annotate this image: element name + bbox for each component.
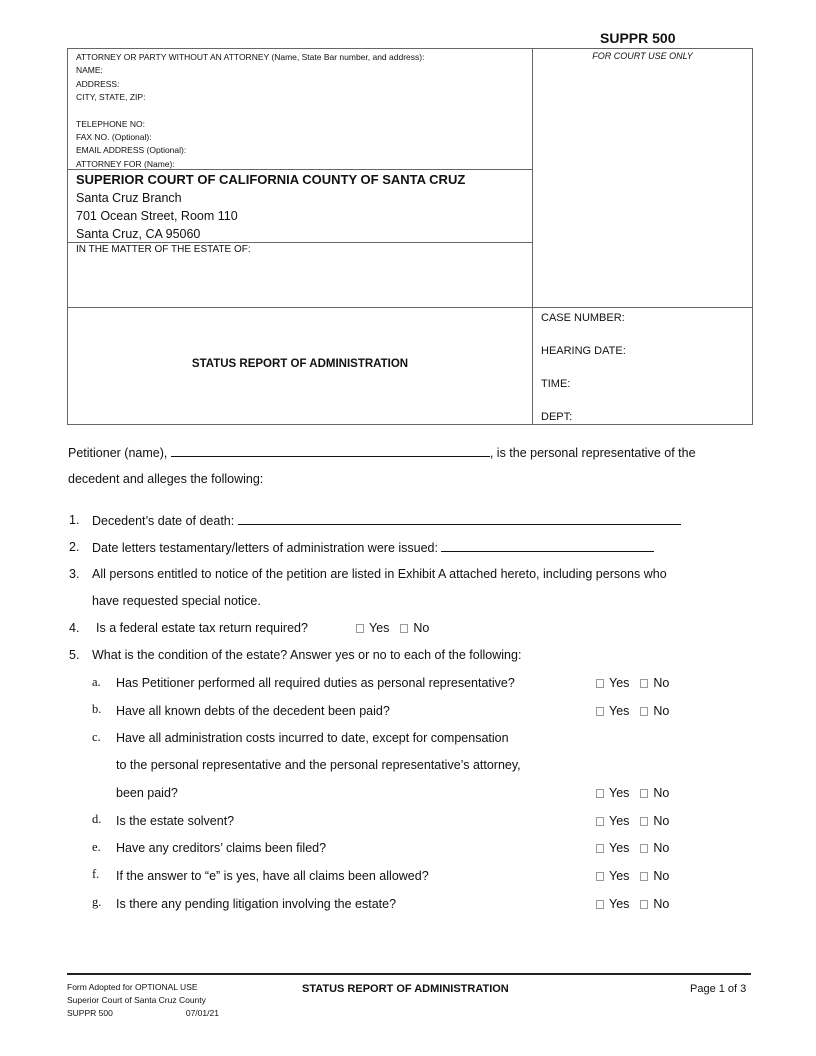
item-3-text: All persons entitled to notice of the petition are listed in Exhibit A attached hereto, including persons who — [92, 567, 667, 581]
intro-line — [68, 445, 696, 460]
item-3-number: 3. — [69, 567, 80, 581]
sub-a-no-label: No — [653, 676, 670, 690]
attorney-name-label: NAME: — [76, 65, 103, 76]
item-4-options — [356, 621, 429, 635]
sub-f-no-label: No — [653, 869, 670, 883]
sub-b-no-label: No — [653, 704, 670, 718]
item-5-text: What is the condition of the estate? Answer yes or no to each of the following: — [92, 648, 522, 662]
sub-d-no-label: No — [653, 814, 670, 828]
intro-prefix: Petitioner (name), — [68, 446, 168, 460]
footer-court: Superior Court of Santa Cruz County — [67, 995, 206, 1005]
sub-b-text: Have all known debts of the decedent been paid? — [116, 704, 390, 718]
attorney-email-label: EMAIL ADDRESS (Optional): — [76, 145, 187, 156]
hearing-date-label: HEARING DATE: — [541, 345, 626, 357]
footer-left — [67, 981, 219, 1020]
sub-a-text: Has Petitioner performed all required duties as personal representative? — [116, 676, 515, 690]
case-number-label: CASE NUMBER: — [541, 312, 625, 324]
sub-b-letter: b. — [92, 702, 102, 716]
sub-b-yes-checkbox[interactable] — [596, 707, 604, 716]
item-4-no-checkbox[interactable] — [400, 624, 408, 633]
sub-c-yes-checkbox[interactable] — [596, 789, 604, 798]
sub-a-no-checkbox[interactable] — [640, 679, 648, 688]
footer-date: 07/01/21 — [185, 1008, 219, 1018]
court-street: 701 Ocean Street, Room 110 — [76, 209, 238, 223]
item-2 — [92, 540, 654, 555]
item-4-text: Is a federal estate tax return required? — [96, 621, 308, 635]
sub-b-yes-label: Yes — [609, 704, 630, 718]
sub-d-letter: d. — [92, 812, 102, 826]
sub-e-text: Have any creditors’ claims been filed? — [116, 841, 327, 855]
sub-f-text: If the answer to “e” is yes, have all claims been allowed? — [116, 869, 429, 883]
sub-f-letter: f. — [92, 867, 100, 881]
item-1-number: 1. — [69, 513, 80, 527]
sub-e-options — [596, 841, 669, 855]
item-2-text: Date letters testamentary/letters of administration were issued: — [92, 541, 438, 555]
sub-d-yes-checkbox[interactable] — [596, 817, 604, 826]
footer-code-row — [67, 1007, 219, 1020]
attorney-telephone-label: TELEPHONE NO: — [76, 118, 145, 129]
sub-c-text: Have all administration costs incurred to date, except for compensation — [116, 731, 509, 745]
sub-a-yes-checkbox[interactable] — [596, 679, 604, 688]
sub-g-yes-label: Yes — [609, 897, 630, 911]
time-label: TIME: — [541, 378, 571, 390]
sub-e-yes-label: Yes — [609, 841, 630, 855]
sub-f-options — [596, 869, 669, 883]
form-title: STATUS REPORT OF ADMINISTRATION — [191, 358, 409, 370]
sub-e-yes-checkbox[interactable] — [596, 844, 604, 853]
item-3-text-line2: have requested special notice. — [92, 594, 261, 608]
intro-line2: decedent and alleges the following: — [68, 472, 264, 486]
sub-a-yes-label: Yes — [609, 676, 630, 690]
header-table — [67, 48, 753, 308]
date-of-death-blank[interactable] — [238, 513, 681, 525]
item-4-yes-label: Yes — [369, 621, 390, 635]
footer-title: STATUS REPORT OF ADMINISTRATION — [302, 983, 509, 995]
sub-f-yes-checkbox[interactable] — [596, 872, 604, 881]
sub-d-yes-label: Yes — [609, 814, 630, 828]
court-name: SUPERIOR COURT OF CALIFORNIA COUNTY OF SANTA CRUZ — [76, 172, 466, 187]
attorney-fax-label: FAX NO. (Optional): — [76, 132, 152, 143]
sub-c-options — [596, 786, 669, 800]
letters-issued-date-blank[interactable] — [441, 540, 654, 552]
sub-b-no-checkbox[interactable] — [640, 707, 648, 716]
title-table — [67, 307, 753, 425]
item-4-yes-checkbox[interactable] — [356, 624, 364, 633]
sub-c-no-label: No — [653, 786, 670, 800]
sub-a-letter: a. — [92, 675, 101, 689]
attorney-for-label: ATTORNEY FOR (Name): — [76, 158, 175, 169]
sub-e-letter: e. — [92, 840, 101, 854]
court-branch: Santa Cruz Branch — [76, 191, 182, 205]
footer-code: SUPPR 500 — [67, 1008, 113, 1018]
sub-g-no-checkbox[interactable] — [640, 900, 648, 909]
estate-label: IN THE MATTER OF THE ESTATE OF: — [76, 244, 251, 255]
attorney-block — [68, 49, 532, 170]
attorney-heading: ATTORNEY OR PARTY WITHOUT AN ATTORNEY (Name, State Bar number, and address): — [76, 52, 425, 62]
sub-g-text: Is there any pending litigation involving the estate? — [116, 897, 397, 911]
court-block — [68, 170, 532, 243]
title-cell — [68, 308, 533, 424]
sub-f-no-checkbox[interactable] — [640, 872, 648, 881]
item-4-number: 4. — [69, 621, 80, 635]
item-1 — [92, 513, 681, 528]
intro-suffix: , is the personal representative of the — [489, 446, 696, 460]
sub-c-yes-label: Yes — [609, 786, 630, 800]
sub-c-text-line3: been paid? — [116, 786, 178, 800]
attorney-city-label: CITY, STATE, ZIP: — [76, 92, 146, 103]
item-4-no-label: No — [413, 621, 430, 635]
sub-c-text-line2: to the personal representative and the personal representative’s attorney, — [116, 758, 521, 772]
item-1-text: Decedent’s date of death: — [92, 514, 235, 528]
sub-e-no-checkbox[interactable] — [640, 844, 648, 853]
footer-page: Page 1 of 3 — [690, 983, 747, 995]
sub-g-letter: g. — [92, 895, 102, 909]
sub-c-no-checkbox[interactable] — [640, 789, 648, 798]
item-2-number: 2. — [69, 540, 80, 554]
footer-divider — [67, 973, 751, 975]
attorney-address-label: ADDRESS: — [76, 78, 120, 89]
item-5-number: 5. — [69, 648, 80, 662]
sub-e-no-label: No — [653, 841, 670, 855]
sub-d-text: Is the estate solvent? — [116, 814, 235, 828]
sub-g-options — [596, 897, 669, 911]
sub-d-options — [596, 814, 669, 828]
form-id: SUPPR 500 — [600, 30, 676, 46]
sub-b-options — [596, 704, 669, 718]
footer-adopted: Form Adopted for OPTIONAL USE — [67, 982, 198, 992]
dept-label: DEPT: — [541, 411, 573, 423]
sub-f-yes-label: Yes — [609, 869, 630, 883]
court-city: Santa Cruz, CA 95060 — [76, 227, 201, 241]
court-use-label: FOR COURT USE ONLY — [592, 51, 693, 61]
sub-d-no-checkbox[interactable] — [640, 817, 648, 826]
sub-g-yes-checkbox[interactable] — [596, 900, 604, 909]
sub-c-letter: c. — [92, 730, 101, 744]
sub-a-options — [596, 676, 669, 690]
header-left-column — [68, 49, 533, 307]
petitioner-name-blank[interactable] — [171, 445, 490, 457]
sub-g-no-label: No — [653, 897, 670, 911]
